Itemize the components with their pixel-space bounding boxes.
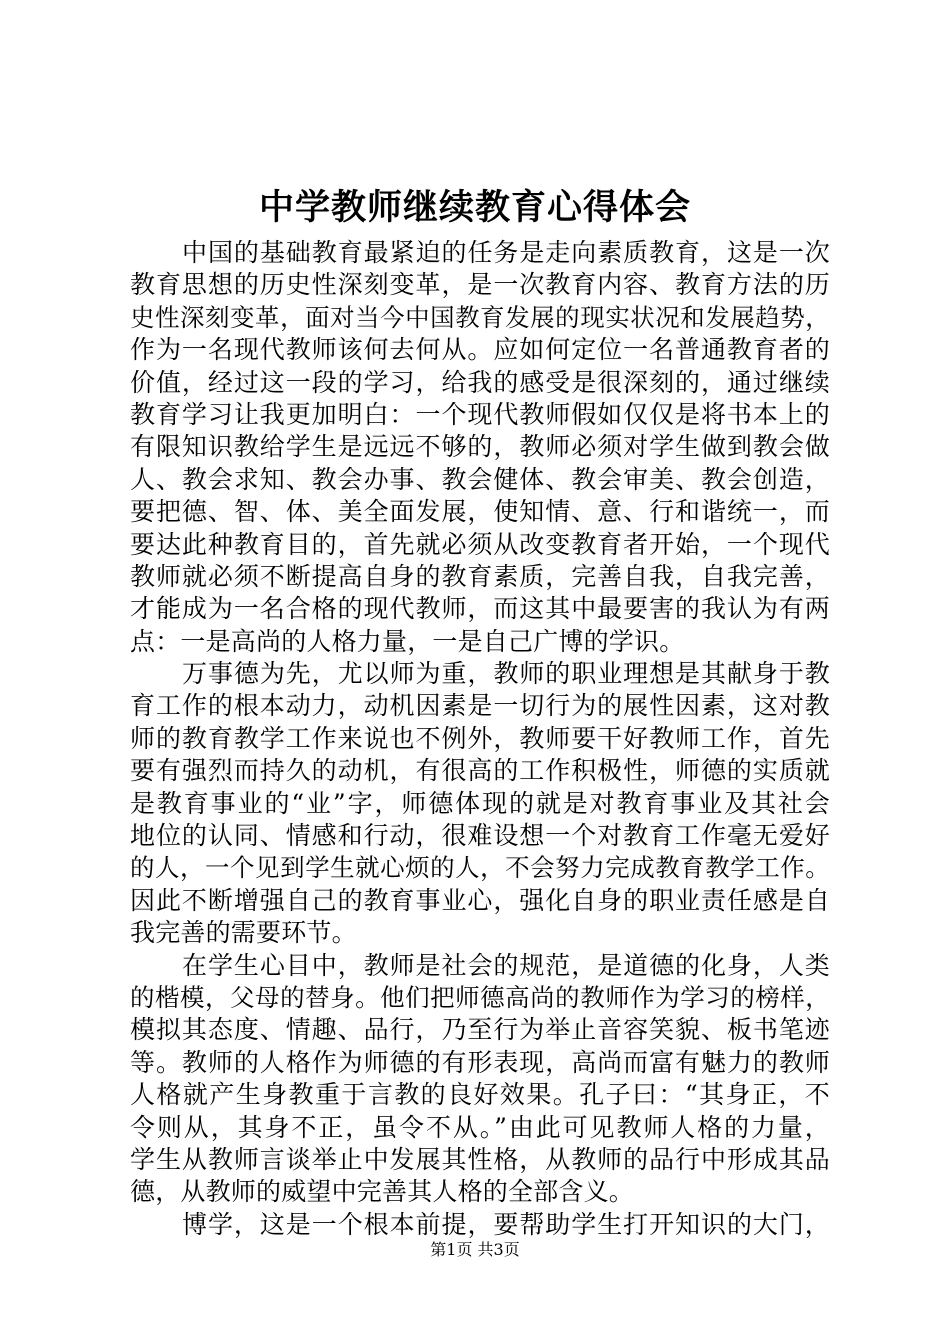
text-line: 我完善的需要环节。 <box>130 918 357 948</box>
text-line: 地位的认同、情感和行动，很难设想一个对教育工作毫无爱好 <box>130 821 830 851</box>
text-line: 有限知识教给学生是远远不够的，教师必须对学生做到教会做 <box>130 432 830 462</box>
text-line: 令则从，其身不正，虽令不从。”由此可见教师人格的力量， <box>130 1112 830 1142</box>
text-line: 人格就产生身教重于言教的良好效果。孔子曰：“其身正，不 <box>130 1080 830 1110</box>
text-line: 等。教师的人格作为师德的有形表现，高尚而富有魅力的教师 <box>130 1047 830 1077</box>
document-body <box>130 237 830 1241</box>
text-line: 作为一名现代教师该何去何从。应如何定位一名普通教育者的 <box>130 335 830 365</box>
text-line: 点：一是高尚的人格力量，一是自己广博的学识。 <box>130 626 685 656</box>
text-line: 要有强烈而持久的动机，有很高的工作积极性，师德的实质就 <box>130 756 830 786</box>
text-line: 博学，这是一个根本前提，要帮助学生打开知识的大门， <box>182 1209 830 1239</box>
document-title: 中学教师继续教育心得体会 <box>258 187 691 228</box>
text-line: 模拟其态度、情趣、品行，乃至行为举止音容笑貌、板书笔迹 <box>130 1015 830 1045</box>
text-line: 在学生心目中，教师是社会的规范，是道德的化身，人类 <box>182 950 830 980</box>
text-line: 教育思想的历史性深刻变革，是一次教育内容、教育方法的历 <box>130 270 830 300</box>
page-footer: 第1页 共3页 <box>430 1240 520 1259</box>
text-line: 德，从教师的威望中完善其人格的全部含义。 <box>130 1177 635 1207</box>
text-line: 师的教育教学工作来说也不例外，教师要干好教师工作，首先 <box>130 723 830 753</box>
text-line: 史性深刻变革，面对当今中国教育发展的现实状况和发展趋势， <box>130 302 830 332</box>
text-line: 人、教会求知、教会办事、教会健体、教会审美、教会创造， <box>130 464 830 494</box>
text-line: 中国的基础教育最紧迫的任务是走向素质教育，这是一次 <box>182 238 830 267</box>
text-line: 教师就必须不断提高自身的教育素质，完善自我，自我完善， <box>130 561 830 591</box>
text-line: 的人，一个见到学生就心烦的人，不会努力完成教育教学工作。 <box>130 853 830 883</box>
text-line: 要把德、智、体、美全面发展，使知情、意、行和谐统一，而 <box>130 497 830 527</box>
text-line: 要达此种教育目的，首先就必须从改变教育者开始，一个现代 <box>130 529 830 559</box>
text-line: 因此不断增强自己的教育事业心，强化自身的职业责任感是自 <box>130 885 830 915</box>
text-line: 才能成为一名合格的现代教师，而这其中最要害的我认为有两 <box>130 594 830 624</box>
text-line: 价值，经过这一段的学习，给我的感受是很深刻的，通过继续 <box>130 367 830 397</box>
text-line: 学生从教师言谈举止中发展其性格，从教师的品行中形成其品 <box>130 1144 830 1174</box>
text-line: 教育学习让我更加明白：一个现代教师假如仅仅是将书本上的 <box>130 399 830 429</box>
text-line: 的楷模，父母的替身。他们把师德高尚的教师作为学习的榜样， <box>130 982 830 1012</box>
text-line: 万事德为先，尤以师为重，教师的职业理想是其献身于教 <box>182 659 830 689</box>
text-line: 是教育事业的“业”字，师德体现的就是对教育事业及其社会 <box>130 788 830 818</box>
text-line: 育工作的根本动力，动机因素是一切行为的展性因素，这对教 <box>130 691 830 721</box>
